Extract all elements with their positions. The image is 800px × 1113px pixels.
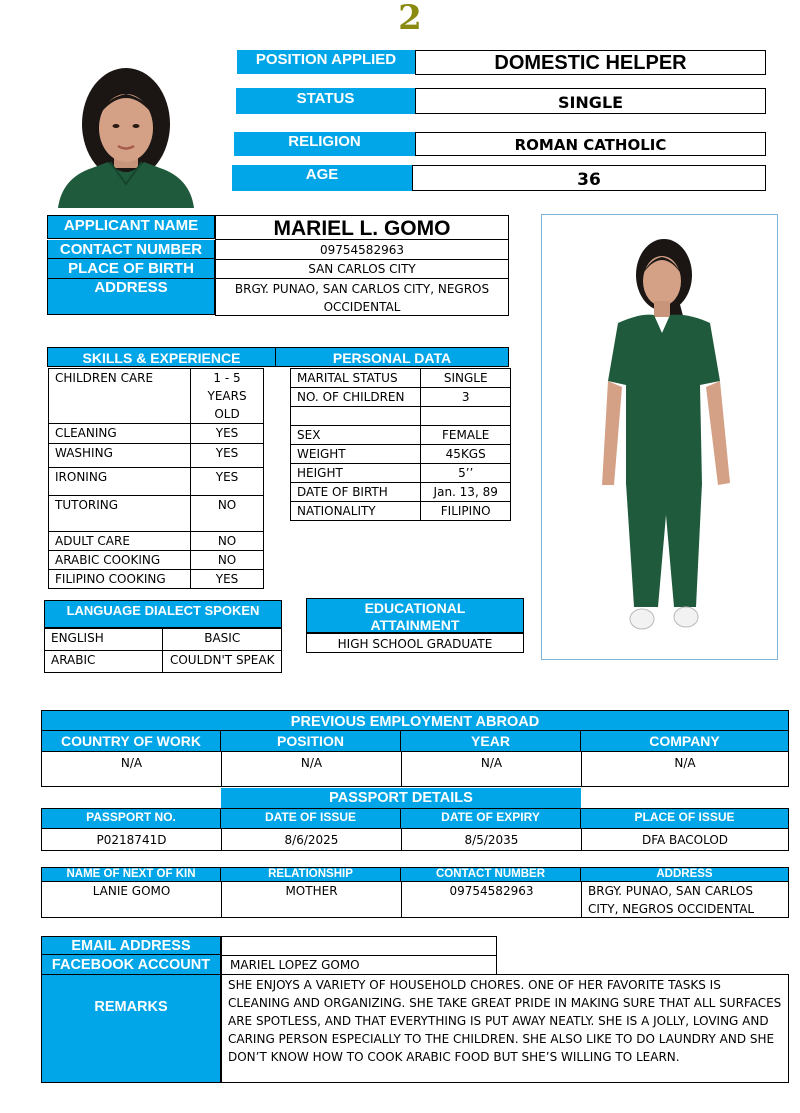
portrait-photo (48, 50, 204, 208)
contact-number-value: 09754582963 (215, 240, 509, 260)
personal-value: 45KGS (421, 445, 511, 464)
skill-name: TUTORING (49, 496, 191, 532)
employment-cell: N/A (581, 752, 789, 787)
language-name: ARABIC (45, 651, 163, 673)
employment-header: COUNTRY OF WORK (41, 731, 221, 752)
employment-cell: N/A (401, 752, 582, 787)
kin-header: NAME OF NEXT OF KIN (41, 867, 221, 882)
remarks-value: SHE ENJOYS A VARIETY OF HOUSEHOLD CHORES. ONE OF HER FAVORITE TASKS IS CLEANING AND ORGANIZING. SHE TAKE GREAT PRIDE IN MAKING SURE THAT ALL SURFACES ARE SPOTLESS, AND THAT EVERYTHING IS PUT AWAY NEATLY. SHE IS A JOLLY, LOVING AND CARING PERSON ESPECIALLY TO THE CHILDREN. SHE ALSO LIKE TO DO LAUNDRY AND SHE DON’T KNOW HOW TO COOK ARABIC FOOD BUT SHE’S WILLING TO LEARN. (221, 974, 789, 1083)
kin-row (41, 882, 789, 918)
kin-header: ADDRESS (581, 867, 789, 882)
skill-name: ADULT CARE (49, 532, 191, 551)
kin-cell: BRGY. PUNAO, SAN CARLOS CITY, NEGROS OCCIDENTAL (581, 882, 789, 918)
personal-value: SINGLE (421, 369, 511, 388)
skill-value: YES (191, 570, 264, 589)
language-title: LANGUAGE DIALECT SPOKEN (44, 600, 282, 628)
applicant-name-label: APPLICANT NAME (47, 215, 215, 239)
skill-value: YES (191, 444, 264, 468)
employment-cell: N/A (221, 752, 402, 787)
kin-header: RELATIONSHIP (221, 867, 401, 882)
skill-name: WASHING (49, 444, 191, 468)
full-body-photo (541, 214, 778, 660)
employment-headers (41, 731, 789, 752)
personal-value: 5’’ (421, 464, 511, 483)
personal-value: 3 (421, 388, 511, 407)
passport-cell: 8/6/2025 (221, 829, 402, 851)
skill-value: YES (191, 424, 264, 444)
personal-value (421, 407, 511, 426)
employment-header: YEAR (401, 731, 581, 752)
religion-label: RELIGION (234, 132, 415, 156)
skills-table (48, 368, 264, 589)
language-level: COULDN'T SPEAK (163, 651, 282, 673)
employment-title: PREVIOUS EMPLOYMENT ABROAD (41, 710, 789, 731)
education-value: HIGH SCHOOL GRADUATE (306, 633, 524, 653)
personal-value: Jan. 13, 89 (421, 483, 511, 502)
page-number: 2 (398, 0, 422, 38)
status-label: STATUS (236, 88, 415, 114)
personal-data-table (290, 368, 511, 521)
address-value: BRGY. PUNAO, SAN CARLOS CITY, NEGROS OCCIDENTAL (215, 279, 509, 316)
skill-name: IRONING (49, 468, 191, 496)
kin-cell: MOTHER (221, 882, 402, 918)
facebook-value: MARIEL LOPEZ GOMO (221, 955, 497, 975)
personal-label (291, 407, 421, 426)
address-label: ADDRESS (47, 279, 215, 315)
skills-title: SKILLS & EXPERIENCE (47, 347, 276, 367)
employment-cell: N/A (41, 752, 222, 787)
kin-header: CONTACT NUMBER (401, 867, 581, 882)
passport-headers (41, 808, 789, 829)
education-title: EDUCATIONAL ATTAINMENT (306, 598, 524, 633)
skill-name: FILIPINO COOKING (49, 570, 191, 589)
personal-label: NATIONALITY (291, 502, 421, 521)
passport-header: DATE OF EXPIRY (401, 808, 581, 829)
personal-label: MARITAL STATUS (291, 369, 421, 388)
kin-cell: LANIE GOMO (41, 882, 222, 918)
position-label: POSITION APPLIED (237, 50, 415, 74)
personal-label: HEIGHT (291, 464, 421, 483)
passport-cell: 8/5/2035 (401, 829, 582, 851)
employment-header: COMPANY (581, 731, 789, 752)
passport-title: PASSPORT DETAILS (221, 788, 581, 808)
language-name: ENGLISH (45, 629, 163, 651)
personal-title: PERSONAL DATA (276, 347, 509, 367)
kin-cell: 09754582963 (401, 882, 582, 918)
contact-number-label: CONTACT NUMBER (47, 240, 215, 259)
age-value: 36 (412, 165, 766, 191)
passport-cell: P0218741D (41, 829, 222, 851)
status-value: SINGLE (415, 88, 766, 114)
age-label: AGE (232, 165, 412, 191)
facebook-label: FACEBOOK ACCOUNT (41, 955, 221, 975)
remarks-label: REMARKS (41, 975, 221, 1083)
email-label: EMAIL ADDRESS (41, 936, 221, 955)
language-level: BASIC (163, 629, 282, 651)
position-value: DOMESTIC HELPER (415, 50, 766, 75)
employment-header: POSITION (221, 731, 401, 752)
skill-value: NO (191, 532, 264, 551)
skill-name: ARABIC COOKING (49, 551, 191, 570)
personal-value: FEMALE (421, 426, 511, 445)
passport-header: PASSPORT NO. (41, 808, 221, 829)
skill-value: 1 - 5 YEARS OLD (191, 369, 264, 424)
skill-name: CLEANING (49, 424, 191, 444)
personal-label: DATE OF BIRTH (291, 483, 421, 502)
personal-value: FILIPINO (421, 502, 511, 521)
skill-name: CHILDREN CARE (49, 369, 191, 424)
kin-headers (41, 867, 789, 882)
passport-cell: DFA BACOLOD (581, 829, 789, 851)
personal-label: WEIGHT (291, 445, 421, 464)
place-of-birth-value: SAN CARLOS CITY (215, 259, 509, 279)
passport-row (41, 829, 789, 851)
language-table (44, 628, 282, 673)
skill-value: NO (191, 496, 264, 532)
passport-header: DATE OF ISSUE (221, 808, 401, 829)
place-of-birth-label: PLACE OF BIRTH (47, 259, 215, 279)
applicant-name-value: MARIEL L. GOMO (215, 215, 509, 240)
passport-header: PLACE OF ISSUE (581, 808, 789, 829)
skill-value: YES (191, 468, 264, 496)
email-value (221, 936, 497, 956)
skill-value: NO (191, 551, 264, 570)
employment-row (41, 752, 789, 787)
personal-label: SEX (291, 426, 421, 445)
personal-label: NO. OF CHILDREN (291, 388, 421, 407)
religion-value: ROMAN CATHOLIC (415, 132, 766, 156)
